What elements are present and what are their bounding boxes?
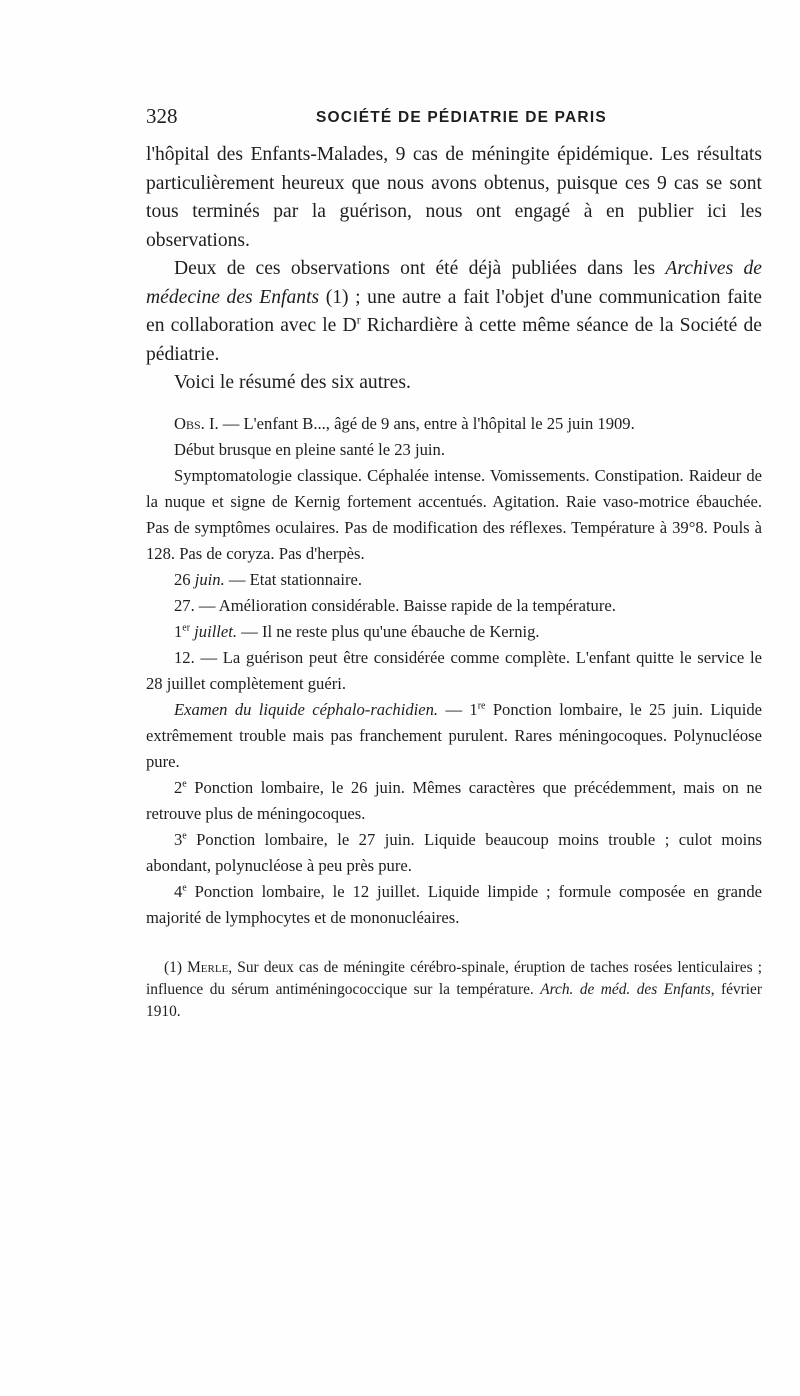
intro-text: Deux de ces observations ont été déjà publiées dans les <box>174 258 666 279</box>
footnote-body: , février 1910. <box>146 980 762 1020</box>
footnote-journal: Arch. de méd. des Enfants <box>540 980 711 998</box>
intro-paragraph-2 <box>146 255 762 369</box>
intro-text: (1) ; une autre a fait l'objet d'une communication faite en collaboration avec le D <box>146 286 762 336</box>
csf-exam <box>146 697 762 775</box>
superscript: re <box>477 699 486 711</box>
observation-section <box>146 411 762 931</box>
obs-text: 12. — La guérison peut être considérée comme complète. L'enfant quitte le service le 28 juillet complètement guéri. <box>146 647 762 693</box>
journal-title: Archives de médecine des Enfants <box>146 258 762 308</box>
obs-text: — Il ne reste plus qu'une ébauche de Kernig. <box>237 621 540 641</box>
obs-text: 27. — Amélioration considérable. Baisse rapide de la température. <box>174 595 616 615</box>
intro-text: Voici le résumé des six autres. <box>174 372 411 393</box>
obs-text: 4 <box>174 881 183 901</box>
obs-text: 26 <box>174 569 195 589</box>
obs-day-entry <box>146 619 762 645</box>
page-number: 328 <box>146 104 178 128</box>
obs-text: Ponction lombaire, le 25 juin. Liquide extrêmement trouble mais pas franchement purulent. Rares méningocoques. Polynucléose pure. <box>146 699 762 771</box>
footnote-body: , Sur deux cas de méningite cérébro-spinale, éruption de taches rosées lenticulaires ; influence du sérum antiméningococcique sur la température. <box>146 958 762 998</box>
puncture-entry <box>146 775 762 827</box>
footnote-author: Merle <box>187 958 229 976</box>
obs-day-entry <box>146 593 762 619</box>
obs-line <box>146 437 762 463</box>
obs-text: Symptomatologie classique. Céphalée intense. Vomissements. Constipation. Raideur de la nuque et signe de Kernig fortement accentués. Agitation. Raie vaso-motrice ébauchée. Pas de symptômes oculaires. Pas de modification des réflexes. Température à 39°8. Pouls à 128. Pas de coryza. Pas d'herpès. <box>146 465 762 563</box>
superscript: e <box>182 881 187 893</box>
footnote-marker: (1) <box>164 958 188 976</box>
obs-text: 1 <box>174 621 183 641</box>
obs-date: juillet. <box>190 621 238 641</box>
obs-day-entry <box>146 645 762 697</box>
superscript: r <box>356 313 361 327</box>
obs-text: — 1 <box>438 699 478 719</box>
obs-text: Ponction lombaire, le 26 juin. Mêmes caractères que précédemment, mais on ne retrouve plus de méningocoques. <box>146 777 762 823</box>
footnote <box>146 957 762 1023</box>
obs-heading <box>146 411 762 437</box>
obs-text: — Etat stationnaire. <box>224 569 363 589</box>
obs-text: Ponction lombaire, le 27 juin. Liquide beaucoup moins trouble ; culot moins abondant, polynucléose à peu près pure. <box>146 829 762 875</box>
obs-text: 2 <box>174 777 183 797</box>
page-header <box>146 106 766 136</box>
intro-text: l'hôpital des Enfants-Malades, 9 cas de méningite épidémique. Les résultats particulièrement heureux que nous avons obtenus, puisque ces 9 cas se sont tous terminés par la guérison, nous ont engagé à en publier ici les observations. <box>146 144 762 251</box>
intro-text: Richardière à cette même séance de la Société de pédiatrie. <box>146 315 762 365</box>
main-text <box>146 141 762 1023</box>
obs-text: Début brusque en pleine santé le 23 juin. <box>174 439 445 459</box>
obs-symptoms <box>146 463 762 567</box>
obs-label: Obs. I. <box>174 413 219 433</box>
intro-paragraph-1 <box>146 141 762 255</box>
footnote-text <box>146 957 762 1023</box>
obs-text: 3 <box>174 829 183 849</box>
intro-paragraph-3 <box>146 369 762 398</box>
obs-day-entry <box>146 567 762 593</box>
obs-date: juin. <box>194 569 225 589</box>
puncture-entry <box>146 879 762 931</box>
superscript: e <box>182 829 187 841</box>
running-title: SOCIÉTÉ DE PÉDIATRIE DE PARIS <box>316 109 607 126</box>
obs-text: — L'enfant B..., âgé de 9 ans, entre à l'hôpital le 25 juin 1909. <box>218 413 635 433</box>
exam-title: Examen du liquide céphalo-rachidien. <box>174 699 439 719</box>
puncture-entry <box>146 827 762 879</box>
superscript: e <box>182 777 187 789</box>
superscript: er <box>182 621 191 633</box>
obs-text: Ponction lombaire, le 12 juillet. Liquide limpide ; formule composée en grande majorité de lymphocytes et de mononucléaires. <box>146 881 762 927</box>
